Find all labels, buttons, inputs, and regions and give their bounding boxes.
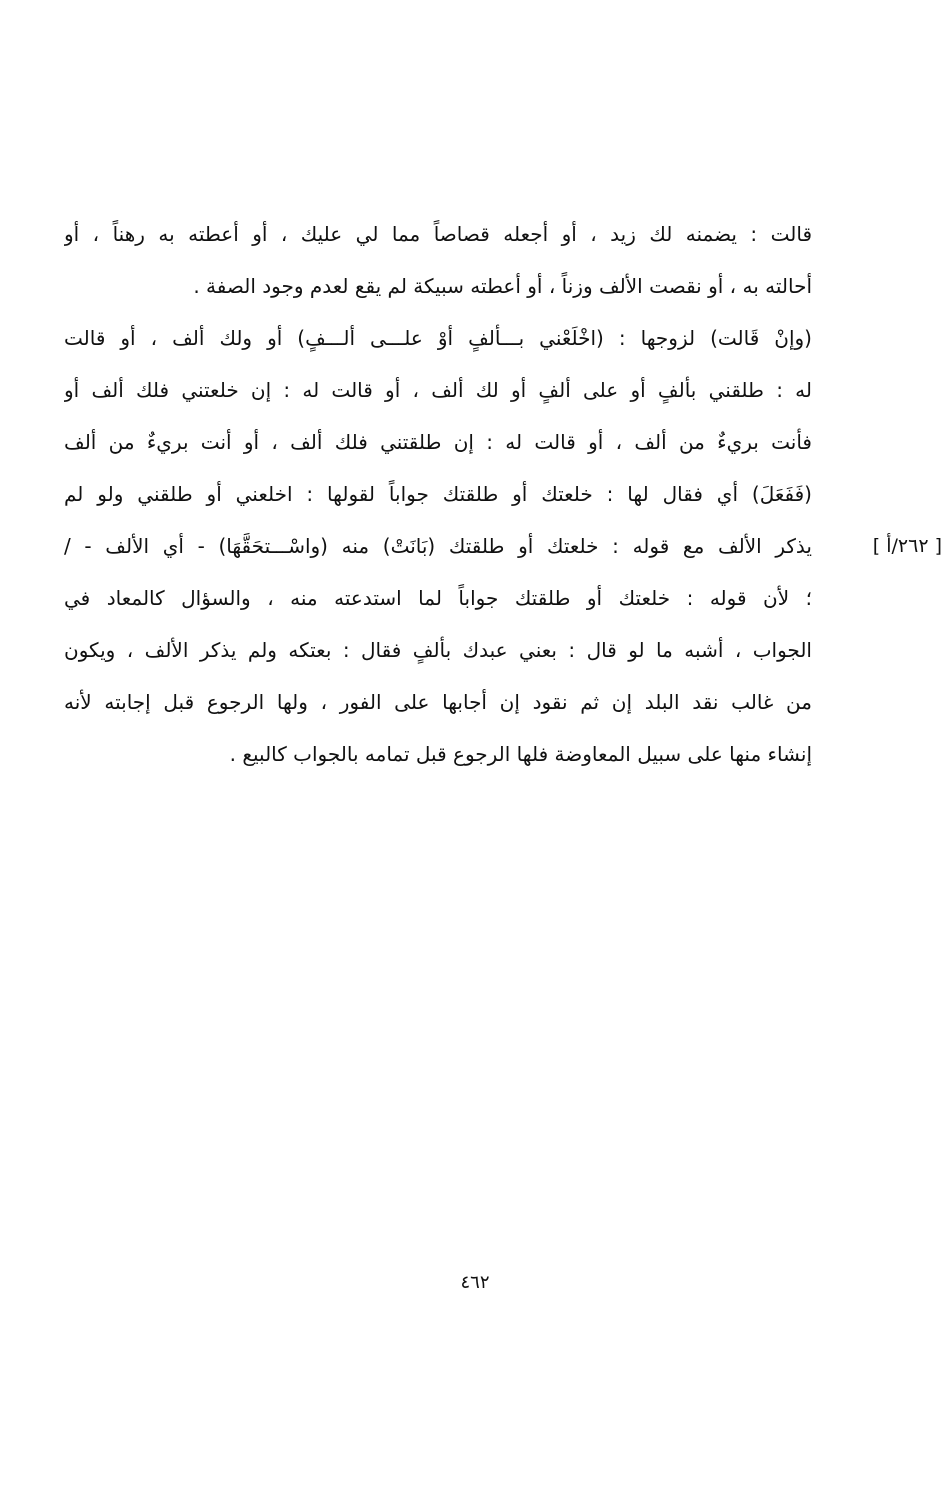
- text-line-4: له : طلقني بألفٍ أو على ألفٍ أو لك ألف ، أو قالت له : إن خلعتني فلك ألف أو: [64, 378, 812, 402]
- text-line-8: ؛ لأن قوله : خلعتك أو طلقتك جواباً لما استدعته منه ، والسؤال كالمعاد في: [64, 586, 812, 610]
- text-line-3: (وإنْ قَالت) لزوجها : (اخْلَعْني بـــألفٍ أوْ علـــى ألـــفٍ) أو ولك ألف ، أو قالت: [64, 326, 812, 350]
- text-line-9: الجواب ، أشبه ما لو قال : بعني عبدك بألفٍ فقال : بعتكه ولم يذكر الألف ، ويكون: [64, 638, 812, 662]
- text-line-11: إنشاء منها على سبيل المعاوضة فلها الرجوع قبل تمامه بالجواب كالبيع .: [229, 742, 812, 766]
- text-line-1: قالت : يضمنه لك زيد ، أو أجعله قصاصاً مما لي عليك ، أو أعطته به رهناً ، أو: [64, 222, 812, 246]
- text-line-2: أحالته به ، أو نقصت الألف وزناً ، أو أعطته سبيكة لم يقع لعدم وجود الصفة .: [193, 274, 812, 298]
- manuscript-folio-marker: [ ٢٦٢/أ ]: [872, 535, 942, 557]
- page-number: ٤٦٢: [460, 1272, 490, 1293]
- text-line-7: يذكر الألف مع قوله : خلعتك أو طلقتك (بَانَتْ) منه (واسْـــتحَقَّهَا) - أي الألف - /: [64, 534, 812, 558]
- text-line-5: فأنت بريءٌ من ألف ، أو قالت له : إن طلقتني فلك ألف ، أو أنت بريءٌ من ألف: [64, 430, 812, 454]
- body-text: [64, 208, 812, 780]
- text-line-10: من غالب نقد البلد إن ثم نقود إن أجابها على الفور ، ولها الرجوع قبل إجابته لأنه: [64, 690, 812, 714]
- text-line-6: (فَفَعَلَ) أي فقال لها : خلعتك أو طلقتك جواباً لقولها : اخلعني أو طلقني ولو لم: [64, 482, 812, 506]
